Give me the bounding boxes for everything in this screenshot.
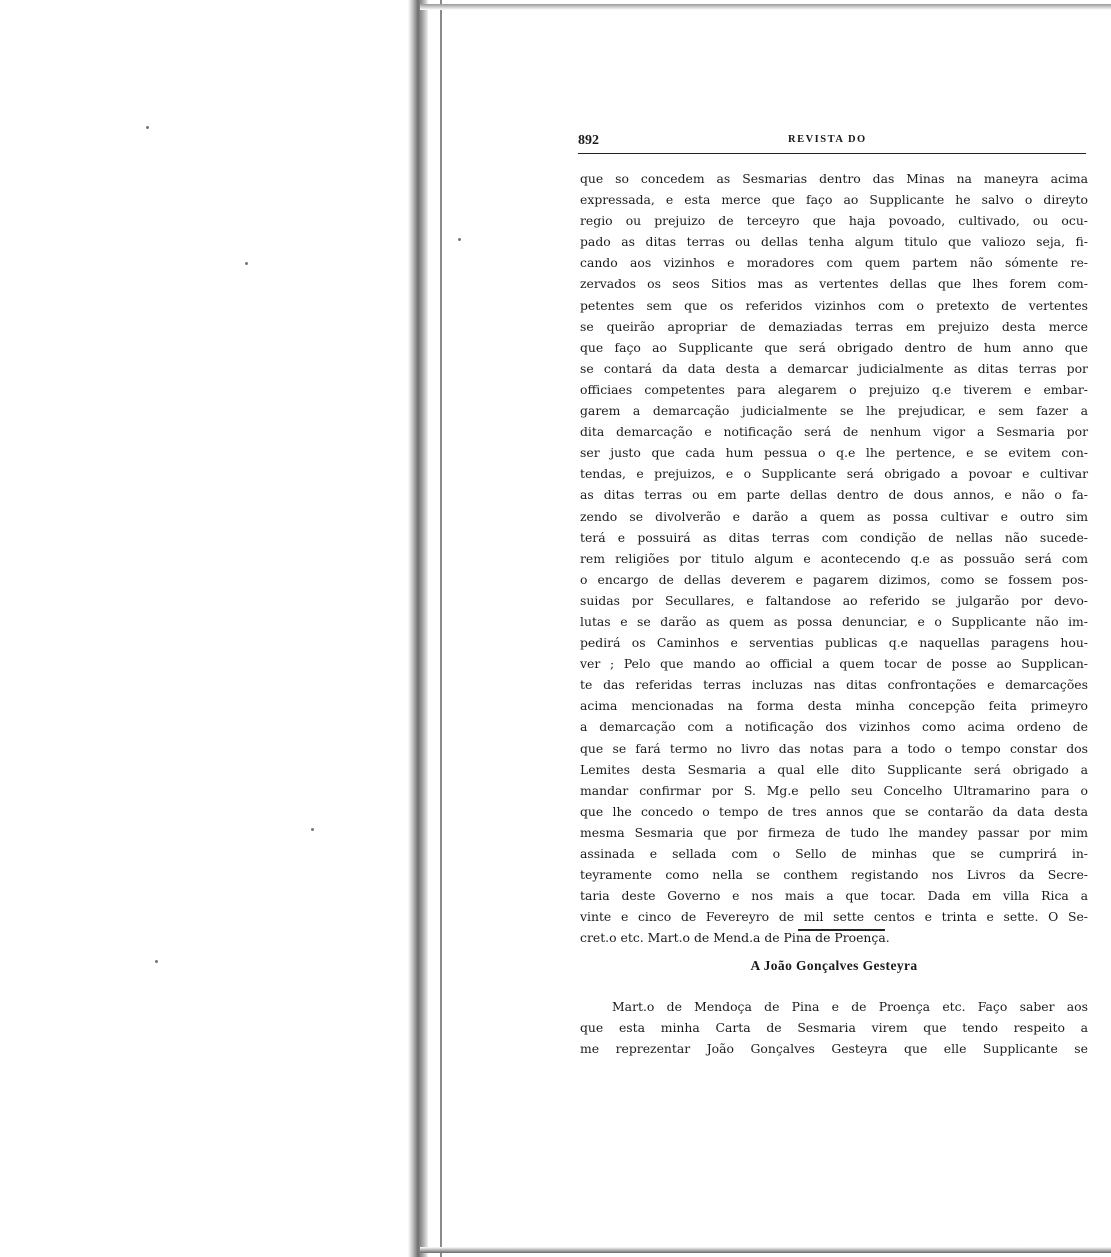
scan-speck — [245, 262, 248, 265]
text-line: regio ou prejuizo de terceyro que haja povoado, cultivado, ou ocu- — [580, 213, 1088, 229]
text-line: pedirá os Caminhos e serventias publicas q.e naquellas paragens hou- — [580, 635, 1088, 651]
text-line: expressada, e esta merce que faço ao Supplicante he salvo o direyto — [580, 192, 1088, 208]
text-line: as ditas terras ou em parte dellas dentro de dous annos, e não o fa- — [580, 487, 1088, 503]
text-line: me reprezentar João Gonçalves Gesteyra que elle Supplicante se — [580, 1041, 1088, 1057]
text-line: suidas por Secullares, e faltandose ao referido se julgarão por devo- — [580, 592, 1088, 608]
text-line: que faço ao Supplicante que será obrigado dentro de hum anno que — [580, 339, 1088, 355]
text-line: acima mencionadas na forma desta minha concepção feita primeyro — [580, 698, 1088, 714]
text-line: zervados os seos Sitios mas as vertentes dellas que lhes forem com- — [580, 276, 1088, 292]
text-line: rem religiões por titulo algum e acontecendo q.e as possuão será com — [580, 550, 1088, 566]
text-line: Mart.o de Mendoça de Pina e de Proença etc. Faço saber aos — [612, 999, 1088, 1014]
text-line: garem a demarcação judicialmente se lhe prejudicar, e sem fazer a — [580, 403, 1088, 419]
text-line: se contará da data desta a demarcar judicialmente as ditas terras por — [580, 360, 1088, 376]
text-line: assinada e sellada com o Sello de minhas que se cumprirá in- — [580, 846, 1088, 861]
page-gutter-line — [440, 0, 442, 1257]
scan-speck — [146, 126, 149, 129]
text-line: a demarcação com a notificação dos vizinhos como acima ordeno de — [580, 719, 1088, 735]
text-line: cret.o etc. Mart.o de Mend.a de Pina de Proença. — [580, 930, 890, 946]
scan-speck — [155, 960, 158, 963]
text-line: que se fará termo no livro das notas para a todo o tempo constar dos — [580, 740, 1088, 756]
body-paragraph-2 — [580, 996, 1088, 1059]
text-line: officiaes competentes para alegarem o prejuizo q.e tiverem e embar- — [580, 381, 1088, 397]
text-line: te das referidas terras incluzas nas ditas confrontações e demarcações — [580, 677, 1088, 693]
section-heading: A João Gonçalves Gesteyra — [750, 958, 918, 973]
text-line: mesma Sesmaria que por firmeza de tudo lhe mandey passar por mim — [580, 824, 1088, 840]
text-line: mandar confirmar por S. Mg.e pello seu Concelho Ultramarino para o — [580, 782, 1088, 798]
text-line: Lemites desta Sesmaria a qual elle dito Supplicante será obrigado a — [580, 761, 1088, 777]
text-line: dita demarcação e notificação será de nenhum vigor a Sesmaria por — [580, 424, 1088, 440]
text-line: zendo se divolverão e darão a quem as possa cultivar e outro sim — [580, 508, 1088, 524]
body-paragraph-1 — [580, 168, 1088, 948]
scan-speck — [458, 238, 461, 241]
scan-speck — [311, 828, 314, 831]
running-header — [578, 131, 1086, 154]
text-line: se queirão apropriar de demaziadas terras em prejuizo desta merce — [580, 318, 1088, 334]
text-line: tendas, e prejuizos, e o Supplicante será obrigado a povoar e cultivar — [580, 466, 1088, 482]
text-line: o encargo de dellas deverem e pagarem dizimos, como se fossem pos- — [580, 571, 1088, 587]
text-line: que lhe concedo o tempo de tres annos que se contarão da data desta — [580, 803, 1088, 819]
text-line: que esta minha Carta de Sesmaria virem que tendo respeito a — [580, 1020, 1088, 1036]
running-title: REVISTA DO — [788, 134, 867, 145]
page-number: 892 — [578, 133, 599, 148]
text-line: vinte e cinco de Fevereyro de mil sette centos e trinta e sette. O Se- — [580, 909, 1088, 925]
text-line: pado as ditas terras ou dellas tenha algum titulo que valiozo seja, fi- — [580, 234, 1088, 250]
page-edge-top — [420, 4, 1111, 10]
text-line: taria deste Governo e nos mais a que tocar. Dada em villa Rica a — [580, 888, 1088, 904]
text-line: ser justo que cada hum pessua o q.e lhe pertence, e se evitem con- — [580, 445, 1088, 461]
text-line: terá e possuirá as ditas terras com condição de nellas não sucede- — [580, 529, 1088, 545]
text-line: lutas e se darão as quem as possa denunciar, e o Supplicante não im- — [580, 613, 1088, 629]
text-line: petentes sem que os referidos vizinhos com o pretexto de vertentes — [580, 297, 1088, 313]
page-edge-bottom — [420, 1247, 1111, 1253]
text-line: teyramente como nella se conthem registando nos Livros da Secre- — [580, 867, 1088, 883]
section-divider — [798, 929, 885, 931]
text-line: cando aos vizinhos e moradores com quem partem não sómente re- — [580, 255, 1088, 271]
text-line: ver ; Pelo que mando ao official a quem tocar de posse ao Supplican- — [580, 656, 1088, 672]
book-spine-shadow — [408, 0, 428, 1257]
text-line: que so concedem as Sesmarias dentro das Minas na maneyra acima — [580, 171, 1088, 186]
